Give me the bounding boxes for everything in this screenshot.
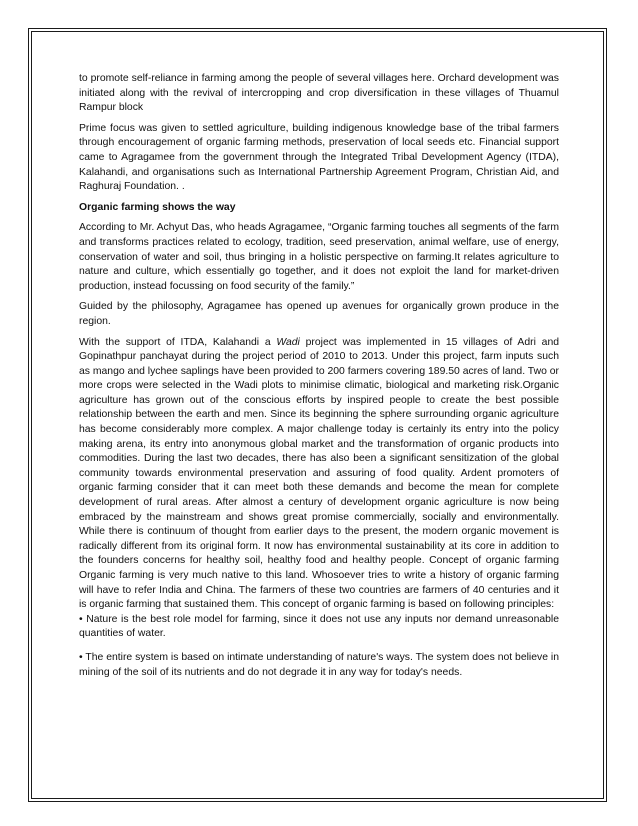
wadi-text-before: With the support of ITDA, Kalahandi a (79, 336, 277, 348)
paragraph-orchard-development: to promote self-reliance in farming among the people of several villages here. Orchard development was initiated along with the revival of intercropping and crop diversification in these villages of Thuamul Rampur block (79, 73, 559, 114)
paragraph-philosophy: Guided by the philosophy, Agragamee has opened up avenues for organically grown produce in the region. (79, 301, 559, 327)
bullet-intimate-understanding: • The entire system is based on intimate understanding of nature's ways. The system does not believe in mining of the soil of its nutrients and do not degrade it in any way for today's needs. (79, 651, 559, 678)
paragraph-achyut-das-quote: According to Mr. Achyut Das, who heads Agragamee, “Organic farming touches all segments of the farm and transforms practices related to ecology, tradition, seed preservation, animal welfare, use of energy, conservation of water and soil, thus bringing in a holistic perspective on farming.It relates agriculture to nature and culture, which essentially go together, and it does not exploit the land for market-driven production, instead focussing on food security of the family.” (79, 222, 559, 292)
wadi-italic: Wadi (276, 336, 300, 348)
section-heading: Organic farming shows the way (79, 201, 236, 213)
paragraph-prime-focus: Prime focus was given to settled agriculture, building indigenous knowledge base of the tribal farmers through encouragement of organic farming methods, preservation of local seeds etc. Financial support came to Agragamee from the government through the Integrated Tribal Development Agency (ITDA), Kalahandi, and organisations such as International Partnership Agreement Program, Christian Aid, and Raghuraj Foundation. . (79, 122, 559, 193)
document-body (79, 72, 559, 680)
wadi-text-after: project was implemented in 15 villages of Adri and Gopinathpur panchayat during the project period of 2010 to 2013. Under this project, farm inputs such as mango and lychee saplings have been provided to 200 farmers covering 189.50 acres of land. Two or more crops were selected in the Wadi plots to minimise climatic, biological and marketing risk.Organic agriculture has grown out of the conscious efforts by inspired people to create the best possible relationship between the earth and men. Since its beginning the sphere surrounding organic agriculture has become considerably more complex. A major challenge today is certainly its entry into the policy making arena, its entry into anonymous global market and the transformation of organic products into commodities. During the last two decades, there has also been a significant sensitization of the global community towards environmental preservation and assuring of food quality. Ardent promoters of organic farming consider that it can meet both these demands and become the mean for complete development of rural areas. After almost a century of development organic agriculture is now being embraced by the mainstream and shows great promise commercially, socially and environmentally. While there is continuum of thought from earlier days to the present, the modern organic movement is radically different from its original form. It now has environmental sustainability at its core in addition to the founders concerns for healthy soil, healthy food and healthy people. Concept of organic farming Organic farming is very much native to this land. Whosoever tries to write a history of organic farming will have to refer India and China. The farmers of these two countries are farmers of 40 centuries and it is organic farming that sustained them. This concept of organic farming is based on following principles: (79, 336, 559, 611)
paragraph-wadi-project (79, 336, 559, 613)
bullet-nature-role-model: • Nature is the best role model for farming, since it does not use any inputs nor demand unreasonable quantities of water. (79, 613, 559, 640)
